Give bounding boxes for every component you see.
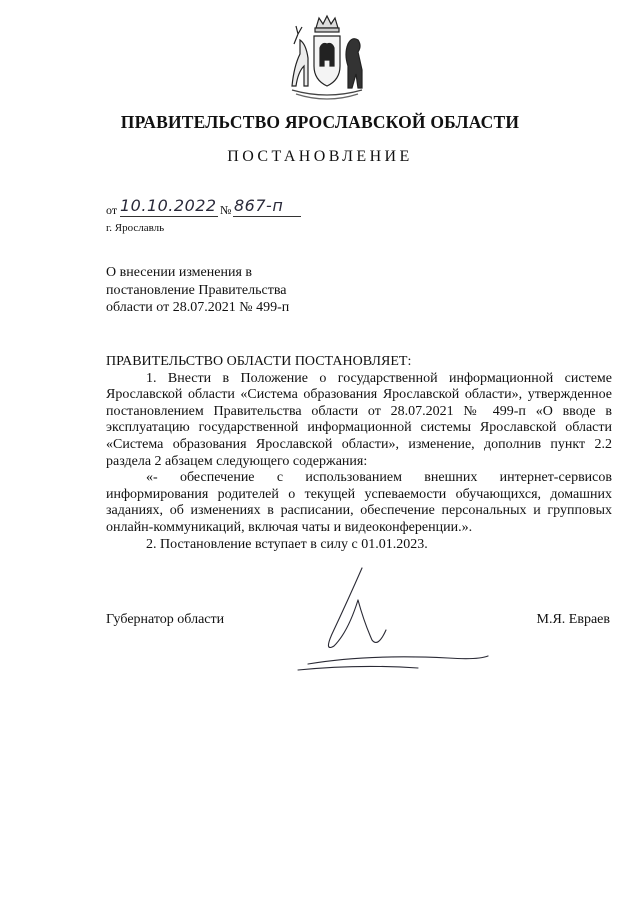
signatory-name: М.Я. Евраев: [536, 612, 610, 627]
date-handwritten: 10.10.2022: [120, 196, 217, 215]
item-2: 2. Постановление вступает в силу с 01.01.2023.: [146, 536, 428, 552]
signatory-role: Губернатор области: [106, 612, 225, 627]
document-subject: [106, 264, 289, 317]
document-type: ПОСТАНОВЛЕНИЕ: [227, 148, 413, 165]
subject-line: области от 28.07.2021 № 499-п: [106, 300, 290, 315]
subject-line: постановление Правительства: [106, 282, 287, 298]
resolution-heading: ПРАВИТЕЛЬСТВО ОБЛАСТИ ПОСТАНОВЛЯЕТ:: [106, 354, 412, 369]
handwritten-signature-icon: [288, 560, 498, 680]
date-prefix: от: [106, 203, 118, 217]
document-body: [106, 354, 612, 553]
government-title: ПРАВИТЕЛЬСТВО ЯРОСЛАВСКОЙ ОБЛАСТИ: [120, 112, 520, 132]
number-handwritten: 867-п: [234, 196, 284, 215]
coat-of-arms-icon: [286, 14, 368, 102]
number-prefix: №: [220, 203, 232, 217]
subject-line: О внесении изменения в: [106, 265, 252, 280]
quoted-paragraph: «- обеспечение с использованием внешних интернет-сервисов информирования родителей о текущей успеваемости обучающихся, домашних заданиях, об изменениях в расписании, обеспечение персональных и групповых онлайн-коммуникаций, включая чаты и видеоконференции.».: [106, 470, 612, 535]
city: г. Ярославль: [106, 222, 165, 234]
number-underline: [233, 216, 301, 217]
item-1: 1. Внести в Положение о государственной информационной системе Ярославской области «Система образования Ярославской области», утвержденное постановлением Правительства области от 28.07.2021 № 499-п «О вводе в эксплуатацию государственной информационной системы Ярославской области «Система образования Ярославской области», изменение, дополнив пункт 2.2 раздела 2 абзацем следующего содержания:: [106, 370, 612, 469]
date-underline: [120, 216, 218, 217]
document-meta: [106, 196, 366, 236]
